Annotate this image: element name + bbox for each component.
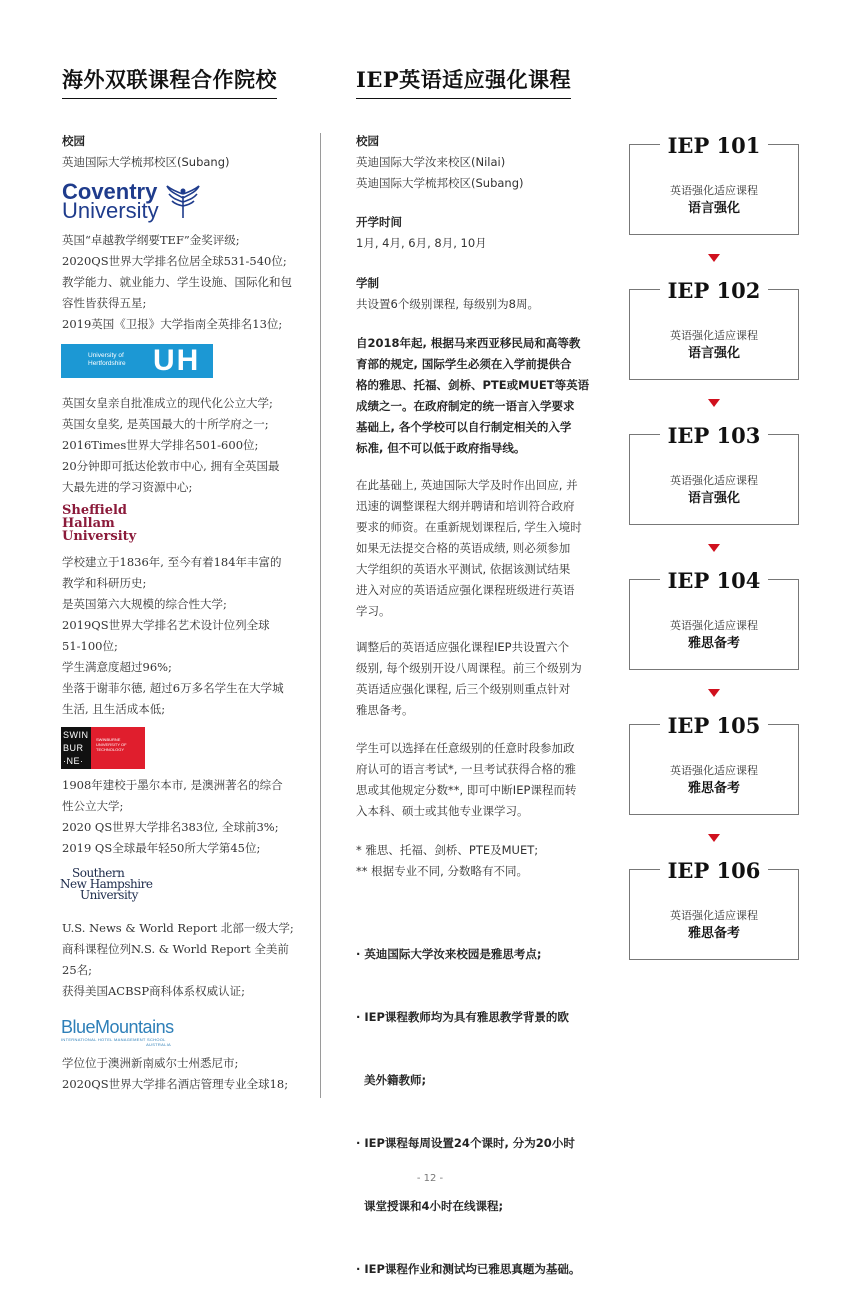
middle-bold-para bbox=[356, 333, 589, 459]
snhu-logo bbox=[60, 868, 152, 901]
shu-line: 51-100位; bbox=[62, 639, 118, 653]
shu-line: 教学和科研历史; bbox=[62, 576, 147, 590]
phoenix-icon bbox=[166, 184, 200, 220]
bold-line: 格的雅思、托福、剑桥、PTE或MUET等英语 bbox=[356, 378, 590, 392]
coventry-line: 容性皆获得五星; bbox=[62, 296, 147, 310]
iep-103-box bbox=[629, 423, 799, 525]
left-heading: 海外双联课程合作院校 bbox=[62, 64, 277, 94]
herts-line: 英国女皇亲自批准成立的现代化公立大学; bbox=[62, 396, 273, 410]
shu-desc bbox=[62, 552, 284, 720]
iep-101-box bbox=[629, 133, 799, 235]
column-divider bbox=[320, 133, 321, 1098]
down-arrow-icon bbox=[708, 834, 720, 842]
herts-line: 英国女皇奖, 是英国最大的十所学府之一; bbox=[62, 417, 269, 431]
intake-value: 1月, 4月, 6月, 8月, 10月 bbox=[356, 236, 487, 250]
para3-line: 调整后的英语适应强化课程IEP共设置六个 bbox=[356, 640, 570, 654]
snhu-logo-line3: University bbox=[80, 888, 138, 902]
hertfordshire-logo bbox=[61, 344, 213, 378]
bold-line: 自2018年起, 根据马来西亚移民局和高等教 bbox=[356, 336, 581, 350]
iep-name: 雅思备考 bbox=[687, 926, 740, 941]
intake-label: 开学时间 bbox=[356, 215, 402, 229]
middle-intake bbox=[356, 212, 487, 254]
coventry-logo bbox=[62, 179, 202, 224]
shu-line: 学生满意度超过96%; bbox=[62, 660, 172, 674]
snhu-line: 25名; bbox=[62, 963, 93, 977]
shu-logo-line3: University bbox=[62, 529, 137, 544]
left-campus-label: 校园 bbox=[62, 134, 85, 148]
iep-title: IEP 104 bbox=[660, 569, 768, 593]
page-number: - 12 - bbox=[416, 1173, 444, 1184]
para4-line: 思或其他规定分数**, 即可中断IEP课程而转 bbox=[356, 783, 577, 797]
bullet-line: · 英迪国际大学汝来校园是雅思考点; bbox=[356, 947, 542, 961]
snhu-logo-line2: New Hampshire bbox=[60, 877, 153, 891]
para2-line: 大学组织的英语水平测试, 依据该测试结果 bbox=[356, 562, 571, 576]
swin-logo-small3: TECHNOLOGY bbox=[96, 747, 125, 752]
iep-name: 语言强化 bbox=[687, 201, 740, 216]
bold-line: 标准, 但不可以低于政府指导线。 bbox=[356, 441, 526, 455]
blue-desc bbox=[62, 1053, 288, 1095]
middle-campus-label: 校园 bbox=[356, 134, 379, 148]
snhu-line: U.S. News & World Report 北部一级大学; bbox=[62, 921, 294, 935]
middle-notes bbox=[356, 840, 538, 882]
shu-line: 2019QS世界大学排名艺术设计位列全球 bbox=[62, 618, 270, 632]
para4-line: 府认可的语言考试*, 一旦考试获得合格的雅 bbox=[356, 762, 577, 776]
middle-bullets bbox=[356, 902, 580, 1301]
herts-line: 2016Times世界大学排名501-600位; bbox=[62, 438, 259, 452]
iep-name: 雅思备考 bbox=[687, 636, 740, 651]
herts-logo-mark: UH bbox=[153, 344, 201, 377]
para2-line: 要求的师资。在重新规划课程后, 学生入境时 bbox=[356, 520, 582, 534]
down-arrow-icon bbox=[708, 544, 720, 552]
middle-structure bbox=[356, 273, 539, 315]
blue-mountains-logo bbox=[61, 1017, 174, 1051]
coventry-desc bbox=[62, 230, 292, 335]
para2-line: 在此基础上, 英迪国际大学及时作出回应, 并 bbox=[356, 478, 578, 492]
left-campus bbox=[62, 131, 230, 173]
snhu-logo-line1: Southern bbox=[72, 866, 125, 880]
para3-line: 英语适应强化课程, 后三个级别则重点针对 bbox=[356, 682, 571, 696]
iep-subtitle: 英语强化适应课程 bbox=[670, 619, 758, 632]
snhu-line: 商科课程位列N.S. & World Report 全美前 bbox=[62, 942, 289, 956]
middle-para3 bbox=[356, 637, 582, 721]
note-line: * 雅思、托福、剑桥、PTE及MUET; bbox=[356, 843, 539, 857]
iep-title: IEP 102 bbox=[660, 279, 768, 303]
para2-line: 进入对应的英语适应强化课程班级进行英语 bbox=[356, 583, 575, 597]
iep-104-box bbox=[629, 568, 799, 670]
middle-para4 bbox=[356, 738, 576, 822]
para2-line: 学习。 bbox=[356, 604, 391, 618]
shu-line: 学校建立于1836年, 至今有着184年丰富的 bbox=[62, 555, 282, 569]
snhu-line: 获得美国ACBSP商科体系权威认证; bbox=[62, 984, 246, 998]
middle-para2 bbox=[356, 475, 582, 622]
shu-logo-line2: Hallam bbox=[62, 516, 115, 531]
herts-line: 大最先进的学习资源中心; bbox=[62, 480, 193, 494]
blue-line: 学位位于澳洲新南威尔士州悉尼市; bbox=[62, 1056, 239, 1070]
blue-logo-sub: INTERNATIONAL HOTEL MANAGEMENT SCHOOL bbox=[61, 1037, 166, 1042]
swin-line: 2020 QS世界大学排名383位, 全球前3%; bbox=[62, 820, 279, 834]
blue-line: 2020QS世界大学排名酒店管理专业全球18; bbox=[62, 1077, 289, 1091]
middle-campus bbox=[356, 131, 524, 194]
iep-105-box bbox=[629, 713, 799, 815]
swin-logo-small2: UNIVERSITY OF bbox=[96, 742, 127, 747]
swin-desc bbox=[62, 775, 283, 859]
iep-subtitle: 英语强化适应课程 bbox=[670, 474, 758, 487]
swin-line: 2019 QS全球最年轻50所大学第45位; bbox=[62, 841, 261, 855]
para3-line: 级别, 每个级别开设八周课程。前三个级别为 bbox=[356, 661, 582, 675]
blue-logo-main: BlueMountains bbox=[61, 1017, 174, 1037]
bullet-line: 美外籍教师; bbox=[356, 1073, 427, 1087]
bold-line: 育部的规定, 国际学生必须在入学前提供合 bbox=[356, 357, 572, 371]
shu-line: 生活, 且生活成本低; bbox=[62, 702, 166, 716]
left-campus-value: 英迪国际大学梳邦校区(Subang) bbox=[62, 155, 230, 169]
para4-line: 学生可以选择在任意级别的任意时段参加政 bbox=[356, 741, 575, 755]
iep-subtitle: 英语强化适应课程 bbox=[670, 764, 758, 777]
down-arrow-icon bbox=[708, 254, 720, 262]
shu-line: 是英国第六大规模的综合性大学; bbox=[62, 597, 227, 611]
iep-102-box bbox=[629, 278, 799, 380]
para2-line: 如果无法提交合格的英语成绩, 则必须参加 bbox=[356, 541, 571, 555]
iep-title: IEP 105 bbox=[660, 714, 768, 738]
para4-line: 入本科、硕士或其他专业课学习。 bbox=[356, 804, 529, 818]
coventry-line: 2019英国《卫报》大学指南全英排名13位; bbox=[62, 317, 283, 331]
note-line: ** 根据专业不同, 分数略有不同。 bbox=[356, 864, 528, 878]
herts-logo-line1: University of bbox=[88, 352, 124, 359]
herts-logo-line2: Hertfordshire bbox=[88, 360, 126, 367]
snhu-desc bbox=[62, 918, 294, 1002]
para3-line: 雅思备考。 bbox=[356, 703, 414, 717]
iep-title: IEP 103 bbox=[660, 424, 768, 448]
coventry-line: 2020QS世界大学排名位居全球531-540位; bbox=[62, 254, 287, 268]
swin-logo-line2: BUR bbox=[63, 743, 84, 753]
coventry-line: 教学能力、就业能力、学生设施、国际化和包 bbox=[62, 275, 292, 289]
bullet-line: 课堂授课和4小时在线课程; bbox=[356, 1199, 504, 1213]
iep-subtitle: 英语强化适应课程 bbox=[670, 329, 758, 342]
bullet-line: · IEP课程每周设置24个课时, 分为20小时 bbox=[356, 1136, 575, 1150]
bold-line: 成绩之一。在政府制定的统一语言入学要求 bbox=[356, 399, 575, 413]
down-arrow-icon bbox=[708, 689, 720, 697]
herts-desc bbox=[62, 393, 279, 498]
swin-logo-line1: SWIN bbox=[63, 730, 89, 740]
swinburne-logo bbox=[61, 727, 145, 769]
swin-logo-small1: SWINBURNE bbox=[96, 737, 121, 742]
structure-label: 学制 bbox=[356, 276, 379, 290]
coventry-line: 英国“卓越教学纲要TEF”金奖评级; bbox=[62, 233, 240, 247]
bullet-line: · IEP课程作业和测试均已雅思真题为基础。 bbox=[356, 1262, 581, 1276]
swin-logo-line3: ·NE· bbox=[63, 756, 84, 766]
iep-title: IEP 101 bbox=[660, 134, 768, 158]
iep-subtitle: 英语强化适应课程 bbox=[670, 909, 758, 922]
down-arrow-icon bbox=[708, 399, 720, 407]
herts-line: 20分钟即可抵达伦敦市中心, 拥有全英国最 bbox=[62, 459, 280, 473]
swin-line: 性公立大学; bbox=[62, 799, 124, 813]
shu-line: 坐落于谢菲尔德, 超过6万多名学生在大学城 bbox=[62, 681, 284, 695]
iep-name: 雅思备考 bbox=[687, 781, 740, 796]
sheffield-hallam-logo bbox=[62, 504, 136, 543]
iep-name: 语言强化 bbox=[687, 346, 740, 361]
blue-logo-sub2: AUSTRALIA bbox=[146, 1042, 171, 1047]
swin-line: 1908年建校于墨尔本市, 是澳洲著名的综合 bbox=[62, 778, 283, 792]
structure-value: 共设置6个级别课程, 每级别为8周。 bbox=[356, 297, 539, 311]
middle-campus-line: 英迪国际大学汝来校区(Nilai) bbox=[356, 155, 506, 169]
iep-title: IEP 106 bbox=[660, 859, 768, 883]
bullet-line: · IEP课程教师均为具有雅思教学背景的欧 bbox=[356, 1010, 569, 1024]
coventry-logo-line1: Coventry bbox=[62, 179, 158, 204]
coventry-logo-line2: University bbox=[62, 198, 159, 223]
middle-campus-line: 英迪国际大学梳邦校区(Subang) bbox=[356, 176, 524, 190]
iep-subtitle: 英语强化适应课程 bbox=[670, 184, 758, 197]
para2-line: 迅速的调整课程大纲并聘请和培训符合政府 bbox=[356, 499, 575, 513]
shu-logo-line1: Sheffield bbox=[62, 503, 128, 518]
iep-name: 语言强化 bbox=[687, 491, 740, 506]
bold-line: 基础上, 各个学校可以自行制定相关的入学 bbox=[356, 420, 572, 434]
iep-106-box bbox=[629, 858, 799, 960]
middle-heading: IEP英语适应强化课程 bbox=[356, 64, 571, 94]
